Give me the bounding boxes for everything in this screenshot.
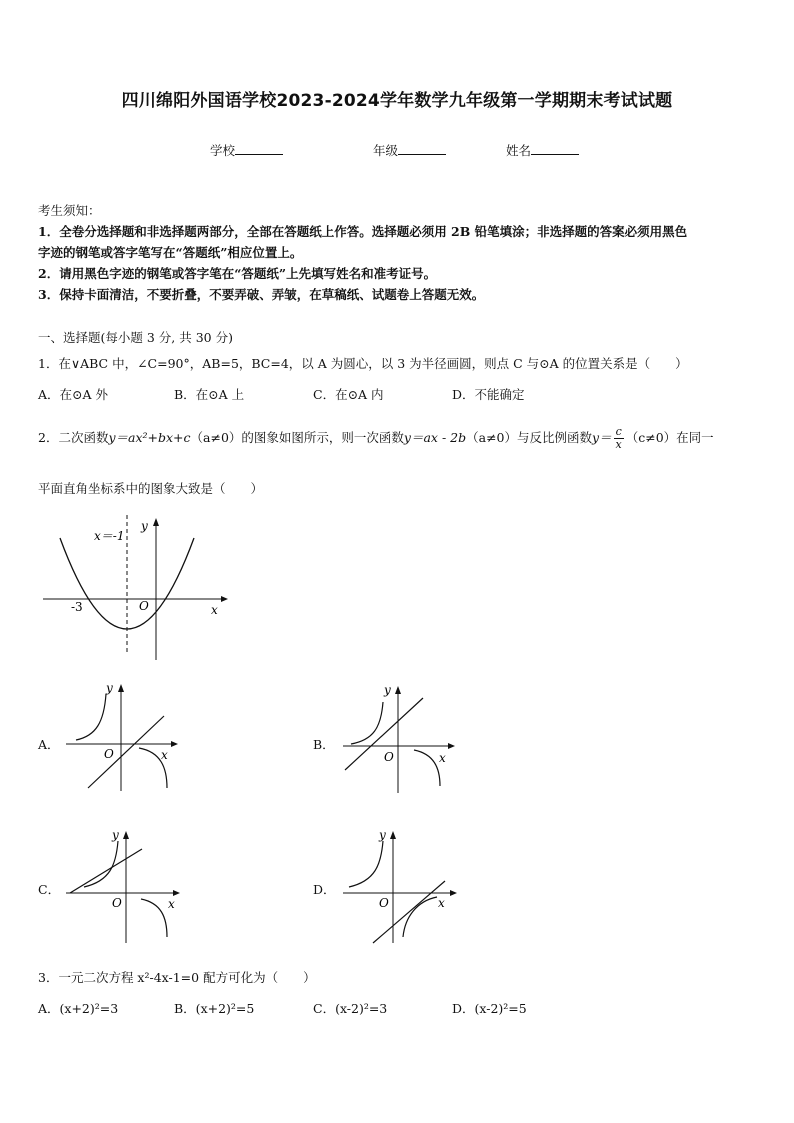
q2-stem-cont: 平面直角坐标系中的图象大致是（ ） bbox=[38, 481, 264, 496]
q2-option-a-graph[interactable] bbox=[60, 678, 185, 793]
q2-frac-num: c bbox=[615, 425, 622, 438]
q2-option-a-letter[interactable]: A． bbox=[38, 737, 60, 752]
hyperbola-branch-4 bbox=[414, 750, 440, 786]
q2-reciprocal-y: y＝ bbox=[592, 430, 612, 445]
y-label: y bbox=[141, 519, 148, 533]
q3-stem: 3．一元二次方程 x²-4x-1=0 配方可化为（ ） bbox=[38, 970, 316, 985]
root-label: -3 bbox=[71, 600, 83, 614]
hyperbola-branch-2 bbox=[84, 841, 118, 887]
x-label: x bbox=[161, 748, 168, 762]
q2-linear: y＝ax - 2b bbox=[403, 430, 467, 445]
name-blank[interactable] bbox=[531, 142, 579, 155]
q2-option-b-graph[interactable] bbox=[337, 680, 462, 795]
q2-cond2: （a≠0）与反比例函数 bbox=[466, 430, 593, 445]
hyperbola-branch-2 bbox=[351, 702, 383, 744]
grade-blank[interactable] bbox=[398, 142, 446, 155]
q2-quadratic: y＝ax²+bx+c bbox=[108, 430, 191, 445]
y-axis-arrow bbox=[118, 684, 124, 692]
q3-option-b[interactable]: B．(x+2)²=5 bbox=[174, 1001, 255, 1016]
q3-option-a[interactable]: A．(x+2)²=3 bbox=[38, 1001, 119, 1016]
symmetry-label: x＝-1 bbox=[94, 529, 125, 543]
q2-option-b-letter[interactable]: B． bbox=[313, 737, 335, 752]
hyperbola-branch-2 bbox=[76, 694, 106, 740]
y-label: y bbox=[384, 683, 391, 697]
grade-label: 年级 bbox=[373, 143, 399, 158]
q2-option-d-graph[interactable] bbox=[337, 825, 462, 945]
y-label: y bbox=[112, 828, 119, 842]
notice-item-1a: 1．全卷分选择题和非选择题两部分，全部在答题纸上作答。选择题必须用 2B 铅笔填涂；非选择题的答案必须用黑色 bbox=[38, 224, 688, 239]
linear-line bbox=[373, 881, 445, 943]
page-title: 四川绵阳外国语学校2023-2024学年数学九年级第一学期期末考试试题 bbox=[121, 91, 673, 111]
x-axis-arrow bbox=[171, 741, 178, 747]
notice-item-3: 3．保持卡面清洁，不要折叠，不要弄破、弄皱，在草稿纸、试题卷上答题无效。 bbox=[38, 287, 485, 302]
q2-frac-den: x bbox=[615, 438, 622, 451]
origin-label: O bbox=[379, 896, 389, 910]
linear-line bbox=[70, 849, 142, 893]
q2-stem-start: 2．二次函数 bbox=[38, 430, 109, 445]
y-label: y bbox=[379, 828, 386, 842]
linear-line bbox=[88, 716, 164, 788]
name-label: 姓名 bbox=[506, 143, 532, 158]
origin-label: O bbox=[384, 750, 394, 764]
x-label: x bbox=[438, 896, 445, 910]
x-axis-arrow bbox=[221, 596, 228, 602]
x-label: x bbox=[439, 751, 446, 765]
origin-label: O bbox=[139, 599, 149, 613]
q2-parabola-graph bbox=[38, 510, 238, 665]
notice-item-2: 2．请用黑色字迹的钢笔或答字笔在“答题纸”上先填写姓名和准考证号。 bbox=[38, 266, 437, 281]
q1-option-b[interactable]: B．在⊙A 上 bbox=[174, 387, 245, 402]
q1-option-a[interactable]: A．在⊙A 外 bbox=[38, 387, 109, 402]
x-label: x bbox=[211, 603, 218, 617]
q1-option-c[interactable]: C．在⊙A 内 bbox=[313, 387, 384, 402]
q3-option-c[interactable]: C．(x-2)²=3 bbox=[313, 1001, 388, 1016]
school-blank[interactable] bbox=[235, 142, 283, 155]
hyperbola-branch-2 bbox=[349, 841, 383, 887]
hyperbola-branch-4 bbox=[141, 899, 167, 937]
origin-label: O bbox=[112, 896, 122, 910]
x-axis-arrow bbox=[173, 890, 180, 896]
q2-option-c-letter[interactable]: C． bbox=[38, 882, 61, 897]
y-label: y bbox=[106, 681, 113, 695]
q1-stem: 1．在∨ABC 中，∠C=90°，AB=5，BC=4，以 A 为圆心，以 3 为半径画圆，则点 C 与⊙A 的位置关系是（ ） bbox=[38, 356, 688, 371]
q1-option-d[interactable]: D．不能确定 bbox=[452, 387, 525, 402]
notice-heading: 考生须知： bbox=[38, 203, 101, 218]
notice-block bbox=[38, 200, 758, 305]
notice-item-1b: 字迹的钢笔或答字笔写在“答题纸”相应位置上。 bbox=[38, 245, 303, 260]
q2-fraction bbox=[614, 426, 624, 451]
origin-label: O bbox=[104, 747, 114, 761]
q2-option-d-letter[interactable]: D． bbox=[313, 882, 336, 897]
section-heading: 一、选择题(每小题 3 分, 共 30 分) bbox=[38, 330, 233, 345]
q2-option-c-graph[interactable] bbox=[60, 825, 185, 945]
y-axis-arrow bbox=[390, 831, 396, 839]
q3-option-d[interactable]: D．(x-2)²=5 bbox=[452, 1001, 527, 1016]
y-axis-arrow bbox=[123, 831, 129, 839]
x-axis-arrow bbox=[448, 743, 455, 749]
name-field bbox=[506, 141, 579, 159]
q2-cond1: （a≠0）的图象如图所示，则一次函数 bbox=[190, 430, 404, 445]
school-label: 学校 bbox=[210, 143, 236, 158]
x-axis-arrow bbox=[450, 890, 457, 896]
school-field bbox=[210, 141, 283, 159]
q2-cond3: （c≠0）在同一 bbox=[625, 430, 714, 445]
y-axis-arrow bbox=[153, 518, 159, 526]
x-label: x bbox=[168, 897, 175, 911]
y-axis-arrow bbox=[395, 686, 401, 694]
q2-stem bbox=[38, 426, 714, 451]
grade-field bbox=[373, 141, 446, 159]
